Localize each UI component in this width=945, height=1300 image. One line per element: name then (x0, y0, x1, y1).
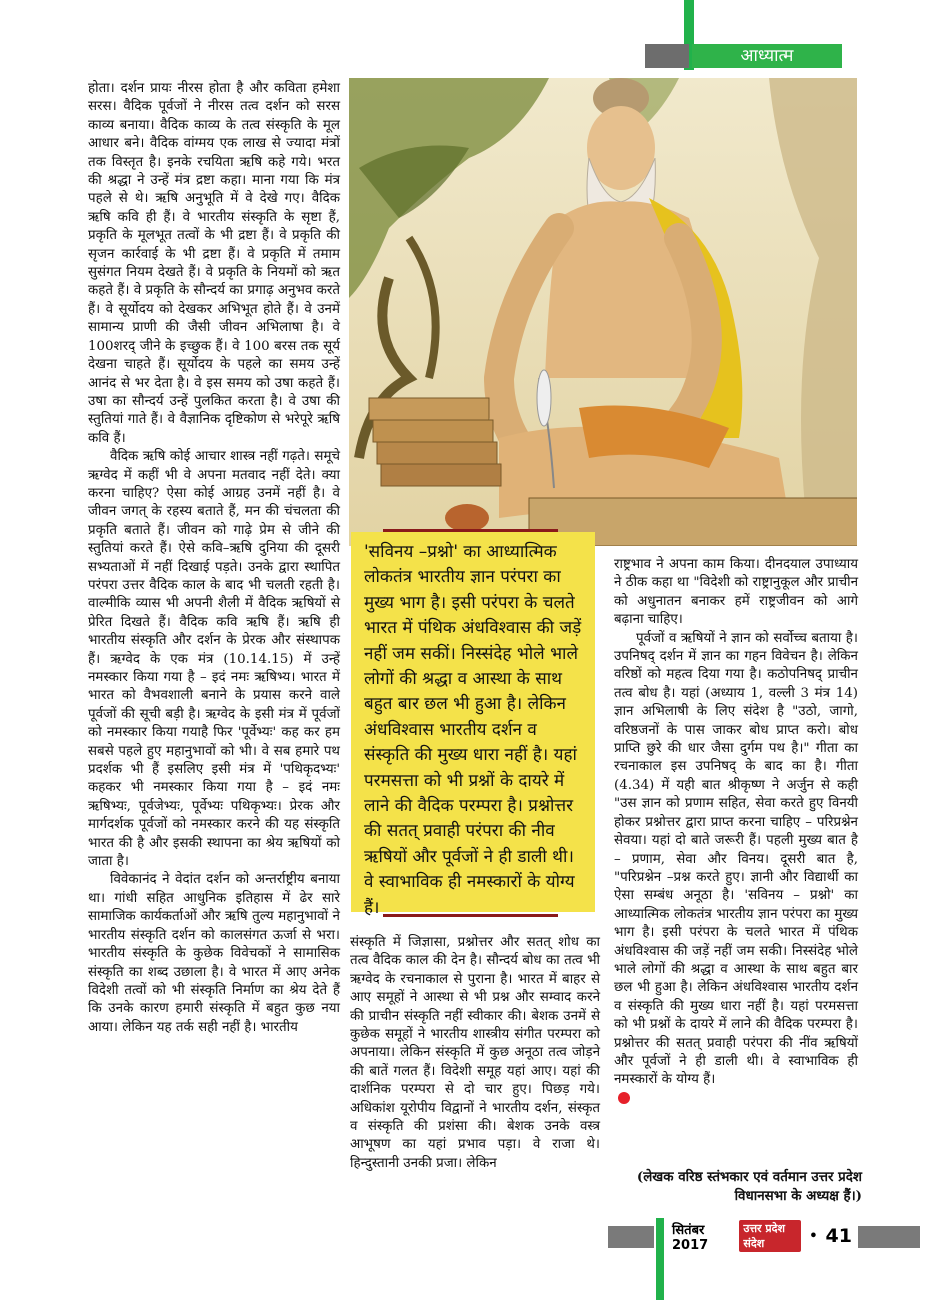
paragraph: पूर्वजों व ऋषियों ने ज्ञान को सर्वोच्च बताया है। उपनिषद् दर्शन में ज्ञान का गहन विवेचन है। लेकिन वरिष्ठों को महत्व दिया गया है। कठोपनिषद् प्राचीन तत्व बोध है। यहां (अध्याय 1, वल्ली 3 मंत्र 14) ज्ञान अभिलाषी के लिए संदेश है "उठो, जागो, वरिष्ठजनों के पास जाकर बोध प्राप्त करो। बोध प्राप्ति छुरे की धार जैसा दुर्गम पथ है।" गीता का रचनाकाल इस उपनिषद् के बाद का है। गीता (4.34) में यही बात श्रीकृष्ण ने अर्जुन से कही "उस ज्ञान को प्रणाम सहित, सेवा करते हुए विनयी होकर प्रश्नोत्तर द्वारा प्राप्त करना चाहिए – परिप्रश्नेन सेवया। यहां दो बाते जरूरी हैं। पहली मुख्य बात है – प्रणाम, सेवा और विनय। दूसरी बात है, "परिप्रश्नेन –प्रश्न करते हुए। ज्ञानी और विद्यार्थी का ऐसा सम्बंध अनूठा है। 'सविनय – प्रश्नो' का आध्यात्मिक लोकतंत्र भारतीय ज्ञान परंपरा का मुख्य भाग है। इसी परंपरा के चलते भारत में पंथिक अंधविश्वास की जड़ें नहीं जम सकी। निस्संदेह भोले भाले लोगों की श्रद्धा व आस्था के साथ बहुत बार छल भी हुआ है। लेकिन अंधविश्वास भारतीय दर्शन व संस्कृति की मुख्य धारा नहीं है। यहां परमसत्ता को भी प्रश्नों के दायरे में लाने की वैदिक परम्परा है। प्रश्नोत्तर की सतत् प्रवाही परंपरा की नींव ऋषियों और पूर्वजों ने ही डाली थी। वे स्वाभाविक ही नमस्कारों के योग्य हैं। (614, 630, 858, 1088)
manuscript-stack (369, 398, 501, 486)
pullquote-text: 'सविनय –प्रश्नो' का आध्यात्मिक लोकतंत्र भारतीय ज्ञान परंपरा का मुख्य भाग है। इसी परंपरा के चलते भारत में पंथिक अंधविश्वास की जड़ें नहीं जम सकीं। निस्संदेह भोले भाले लोगों की श्रद्धा व आस्था के साथ बहुत बार छल भी हुआ है। लेकिन अंधविश्वास भारतीय दर्शन व संस्कृति की मुख्य धारा नहीं है। यहां परमसत्ता को भी प्रश्नों के दायरे में लाने की वैदिक परम्परा है। प्रश्नोत्तर की सतत् प्रवाही परंपरा की नीव ऋषियों और पूर्वजों ने ही डाली थी। वे स्वाभाविक ही नमस्कारों के योग्य हैं। (364, 542, 582, 918)
page-number: 41 (825, 1225, 852, 1247)
footer-green-rule (656, 1218, 664, 1300)
pullquote-rule-bottom (383, 914, 558, 917)
paragraph: होता। दर्शन प्रायः नीरस होता है और कविता हमेशा सरस। वैदिक पूर्वजों ने नीरस तत्व दर्शन को सरस काव्य बनाया। वैदिक काव्य के तत्व संस्कृति के मूल आधार बने। वैदिक वांग्मय एक लाख से ज्यादा मंत्रों तक विस्तृत है। इनके रचयिता ऋषि कहे गये। भरत की श्रद्धा ने उन्हें मंत्र द्रष्टा कहा। माना गया कि मंत्र पहले से थे। ऋषि अनुभूति में वे देखे गए। वैदिक ऋषि कवि ही हैं। वे भारतीय संस्कृति के सृष्टा हैं, प्रकृति के मूलभूत तत्वों के भी द्रष्टा हैं। वे प्रकृति की सृजन कार्रवाई के भी द्रष्टा हैं। वे प्रकृति में तमाम सुसंगत नियम देखते हैं। वे प्रकृति के नियमों को ऋत कहते हैं। वे प्रकृति के सौन्दर्य का प्रगाढ़ अनुभव करते हैं। वे सूर्योदय को देखकर अभिभूत होते हैं। वे उनमें सामान्य प्राणी की जैसी जीवन अभिलाषा है। वे 100शरद् जीने के इच्छुक हैं। वे 100 बरस तक सूर्य देखना चाहते हैं। सूर्योदय के पहले का समय उन्हें आनंद से भर देता है। वे इस समय को उषा कहते हैं। उषा का सौन्दर्य उन्हें पुलकित करता है। वे उषा की स्तुतियां गाते हैं। वे वैज्ञानिक दृष्टिकोण से भरेपूरे ऋषि कवि हैं। (88, 81, 340, 446)
end-mark-icon (618, 1092, 630, 1104)
article-column-middle (350, 934, 600, 1173)
paragraph: विवेकानंद ने वेदांत दर्शन को अन्तर्राष्ट्रीय बनाया था। गांधी सहित आधुनिक इतिहास में ढेर सारे सामाजिक कार्यकर्ताओं और ऋषि तुल्य महानुभावों ने भारतीय संस्कृति दर्शन को कालसंगत ऊर्जा से भरा। भारतीय संस्कृति के कुछेक विवेचकों ने सामासिक संस्कृति का शब्द उछाला है। वे भारत में आए अनेक विदेशी तत्वों को भी संस्कृति निर्माण का श्रेय देते हैं कि उनके कारण हमारी संस्कृति में बहुत कुछ नया आया। लेकिन यह तर्क सही नहीं है। भारतीय (88, 872, 340, 1035)
paragraph: संस्कृति में जिज्ञासा, प्रश्नोत्तर और सतत् शोध का तत्व वैदिक काल की देन है। सौन्दर्य बोध का तत्व भी ऋग्वेद के रचनाकाल से पुराना है। भारत में बाहर से आए समूहों ने आस्था से भी प्रश्न और सम्वाद करने की प्राचीन संस्कृति नहीं स्वीकार की। बेशक उनमें से कुछेक समूहों ने भारतीय शास्त्रीय संगीत परम्परा को अपनाया। लेकिन संस्कृति में कुछ अनूठा तत्व जोड़ने की बातें गलत हैं। विदेशी समूह यहां आए। यहां की दार्शनिक परम्परा से दो चार हुए। पिछड़ गये। अधिकांश यूरोपीय विद्वानों ने भारतीय दर्शन, संस्कृत व संस्कृति की प्रशंसा की। बेशक उनके वस्त्र आभूषण का यहां प्रभाव पड़ा। वे राजा थे। हिन्दुस्तानी उनकी प्रजा। लेकिन (350, 935, 600, 1171)
issue-date: सितंबर 2017 (672, 1222, 709, 1253)
page-footer (672, 1222, 852, 1253)
section-label: आध्यात्म (692, 44, 842, 68)
author-note: (लेखक वरिष्ठ स्तंभकार एवं वर्तमान उत्तर प्रदेश विधानसभा के अध्यक्ष हैं।) (636, 1169, 862, 1204)
paragraph: वैदिक ऋषि कोई आचार शास्त्र नहीं गढ़ते। समूचे ऋग्वेद में कहीं भी वे अपना मतवाद नहीं देते। क्या करना चाहिए? ऐसा कोई आग्रह उनमें नहीं है। वे जीवन जगत् के रहस्य बताते हैं, मन की चंचलता की प्रकृति बताते हैं। जीवन को गाढ़े प्रेम से जीने की स्तुतियां करते हैं। ऐसे कवि–ऋषि दुनिया की दूसरी सभ्यताओं में नहीं दिखाई पड़ते। उनके द्वारा स्थापित परंपरा उत्तर वैदिक काल के बाद भी चलती रहती है। वाल्मीकि व्यास भी अपनी शैली में वैदिक ऋषियों से प्रेरित दिखते हैं। वैदिक कवि ऋषि हैं। ऋषि ही भारतीय संस्कृति और दर्शन के प्रेरक और संस्थापक हैं। ऋग्वेद के एक मंत्र (10.14.15) में उन्हें नमस्कार किया गया है – इदं नमः ऋषिभ्य। भारत में भारत को वैभवशाली बनाने के प्रयास करने वाले पूर्वजों की सूची बड़ी है। ऋग्वेद के इसी मंत्र में पूर्वजों को नमस्कार किया गयाहै फिर 'पूर्वेभ्यः' कह कर हम सबसे पहले हुए महानुभावों को भी। वे सब हमारे पथ प्रदर्शक भी हैं इसलिए इसी मंत्र में 'पथिकृदभ्यः' कहकर भी नमस्कार किया गया है – इदं नमः ऋषिभ्यः, पूर्वजेभ्यः, पूर्वेभ्यः पथिकृभ्यः। प्रेरक और मार्गदर्शक पूर्वजों को नमस्कार करने की यह संस्कृति भारत की है और इसकी स्थापना का श्रेय ऋषियों को जाता है। (88, 449, 340, 870)
header-gray-block (645, 44, 689, 68)
sage-illustration (349, 78, 857, 546)
footer-separator: • (809, 1228, 818, 1244)
article-column-left (88, 80, 340, 1037)
magazine-logo: उत्तर प्रदेश संदेश (739, 1220, 801, 1252)
paragraph: राष्ट्रभाव ने अपना काम किया। दीनदयाल उपाध्याय ने ठीक कहा था "विदेशी को राष्ट्रानुकूल और प्राचीन को अधुनातन बनाकर हमें राष्ट्रजीवन को आगे बढ़ाना चाहिए। (614, 557, 858, 628)
footer-gray-block-right (858, 1226, 920, 1248)
article-column-right (614, 556, 858, 1108)
footer-gray-block-left (608, 1226, 654, 1248)
